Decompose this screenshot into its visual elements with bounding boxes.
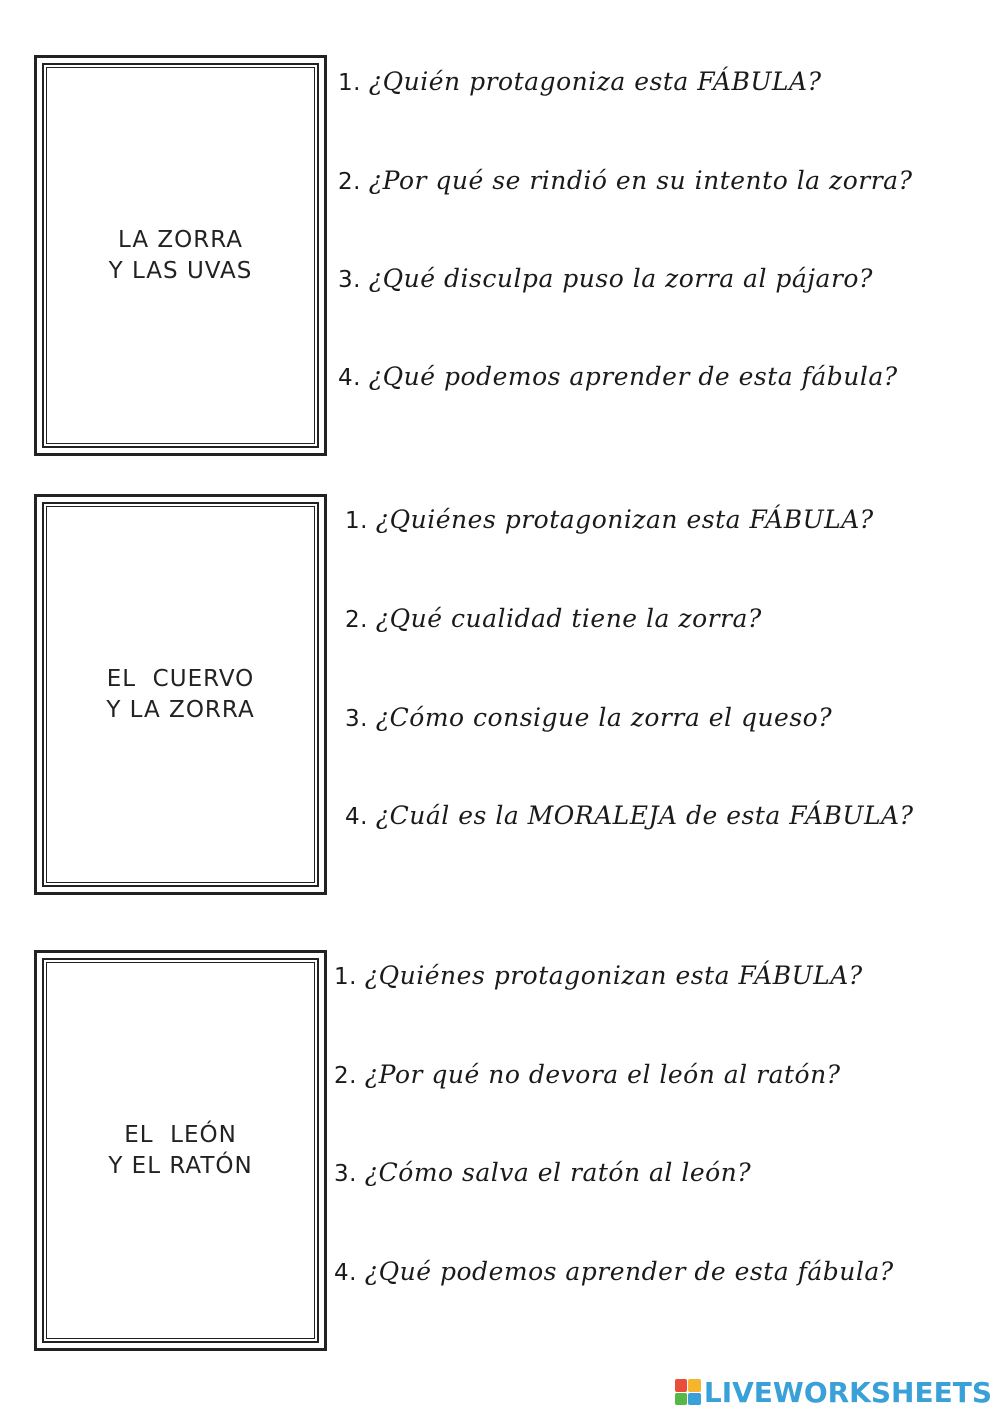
question-item [345, 801, 914, 830]
question-item [338, 166, 912, 195]
question-text: ¿Cómo salva el ratón al león? [364, 1158, 752, 1187]
question-number: 2. [334, 1063, 365, 1089]
question-text: ¿Por qué no devora el león al ratón? [364, 1060, 841, 1089]
question-number: 4. [334, 1260, 365, 1286]
question-item [334, 1257, 894, 1286]
question-text: ¿Cuál es la MORALEJA de esta FÁBULA? [375, 801, 914, 830]
question-number: 3. [334, 1161, 365, 1187]
fable-title [37, 664, 324, 726]
question-item [334, 961, 863, 990]
question-text: ¿Quiénes protagonizan esta FÁBULA? [364, 961, 863, 990]
fable-title-frame [34, 55, 327, 456]
question-number: 1. [338, 70, 369, 96]
question-text: ¿Quiénes protagonizan esta FÁBULA? [375, 505, 874, 534]
question-text: ¿Qué podemos aprender de esta fábula? [368, 362, 898, 391]
question-text: ¿Quién protagoniza esta FÁBULA? [368, 67, 822, 96]
question-number: 2. [338, 169, 369, 195]
fable-title-frame [34, 494, 327, 895]
fable-title-line-2: Y LA ZORRA [106, 696, 255, 723]
question-text: ¿Qué disculpa puso la zorra al pájaro? [368, 264, 873, 293]
logo-tile-yellow [688, 1379, 701, 1392]
question-item [338, 67, 822, 96]
fable-title-line-1: EL LEÓN [124, 1121, 237, 1148]
question-text: ¿Cómo consigue la zorra el queso? [375, 703, 833, 732]
fable-title [37, 225, 324, 287]
question-item [338, 264, 873, 293]
question-item [345, 604, 762, 633]
question-number: 4. [338, 365, 369, 391]
question-text: ¿Qué cualidad tiene la zorra? [375, 604, 762, 633]
fable-title-frame [34, 950, 327, 1351]
question-item [334, 1060, 841, 1089]
question-number: 4. [345, 804, 376, 830]
liveworksheets-logo-icon [675, 1379, 701, 1405]
question-item [345, 703, 832, 732]
question-item [334, 1158, 751, 1187]
fable-title-line-2: Y EL RATÓN [108, 1152, 253, 1179]
fable-title [37, 1120, 324, 1182]
question-text: ¿Por qué se rindió en su intento la zorra? [368, 166, 913, 195]
logo-tile-blue [688, 1393, 701, 1406]
logo-tile-red [675, 1379, 688, 1392]
fable-title-line-2: Y LAS UVAS [108, 257, 253, 284]
question-number: 3. [338, 267, 369, 293]
question-number: 3. [345, 706, 376, 732]
fable-title-line-1: LA ZORRA [117, 226, 243, 253]
logo-tile-green [675, 1393, 688, 1406]
question-item [345, 505, 874, 534]
question-number: 2. [345, 607, 376, 633]
question-item [338, 362, 898, 391]
question-number: 1. [345, 508, 376, 534]
question-number: 1. [334, 964, 365, 990]
liveworksheets-watermark[interactable] [675, 1375, 992, 1409]
fable-title-line-1: EL CUERVO [106, 665, 255, 692]
watermark-text: LIVEWORKSHEETS [703, 1375, 992, 1409]
question-text: ¿Qué podemos aprender de esta fábula? [364, 1257, 894, 1286]
